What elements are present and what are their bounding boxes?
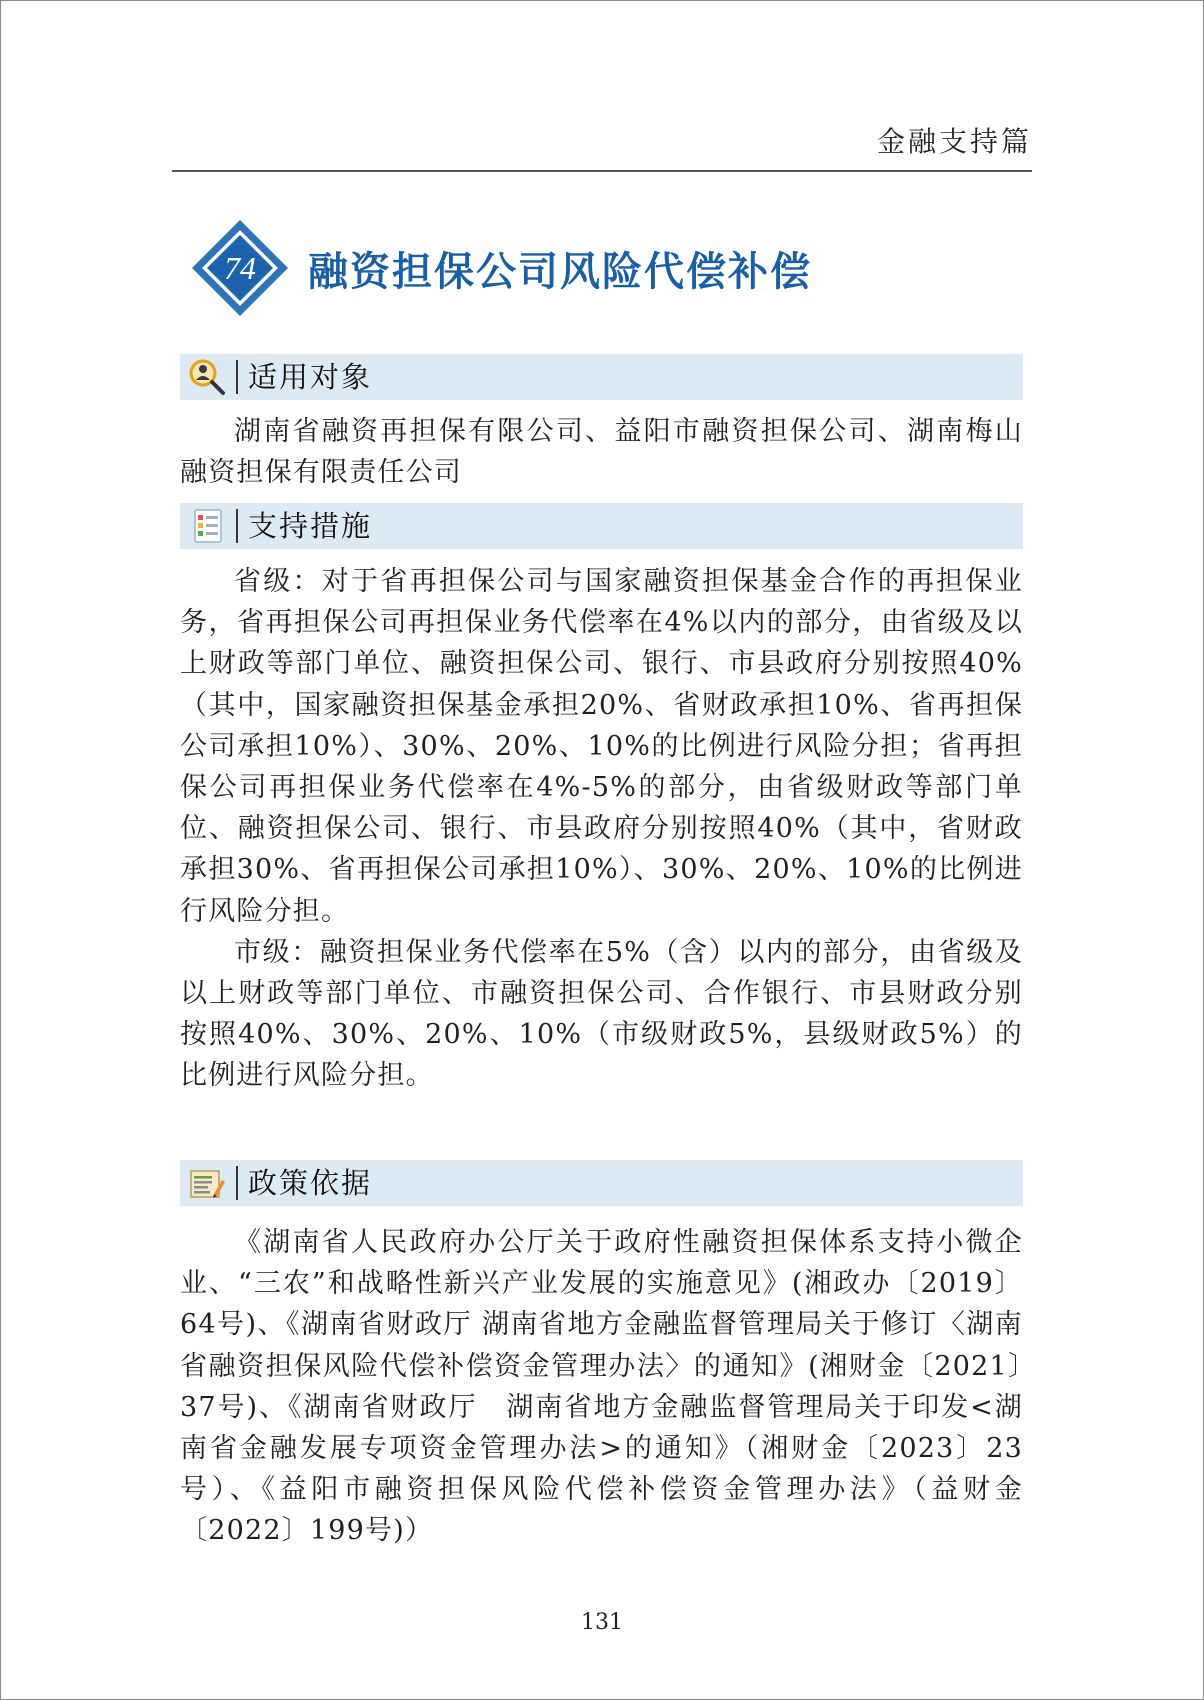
page-number: 131 [581, 1610, 623, 1635]
section-body-measures [180, 561, 1023, 1097]
section-title: 支持措施 [248, 509, 373, 543]
item-number-badge [190, 218, 290, 318]
section-title: 政策依据 [248, 1166, 373, 1200]
paragraph: 市级：融资担保业务代偿率在5%（含）以内的部分，由省级及以上财政等部门单位、市融资担保公司、合作银行、市县财政分别按照40%、30%、20%、10%（市级财政5%，县级财政5%）的比例进行风险分担。 [180, 936, 1023, 1092]
section-header-applicable [180, 354, 1023, 400]
item-title: 融资担保公司风险代偿补偿 [308, 249, 812, 295]
paragraph: 《湖南省人民政府办公厅关于政府性融资担保体系支持小微企业、“三农”和战略性新兴产业发展的实施意见》(湘政办〔2019〕64号)、《湖南省财政厅 湖南省地方金融监督管理局关于修订〈湖南省融资担保风险代偿补偿资金管理办法〉的通知》(湘财金〔2021〕37号)、《湖南省财政厅 湖南省地方金融监督管理局关于印发<湖南省金融发展专项资金管理办法>的通知》（湘财金〔2023〕23号）、《益阳市融资担保风险代偿补偿资金管理办法》（益财金〔2022〕199号)） [180, 1227, 1023, 1547]
section-separator [236, 509, 238, 543]
paragraph: 省级：对于省再担保公司与国家融资担保基金合作的再担保业务，省再担保公司再担保业务代偿率在4%以内的部分，由省级及以上财政等部门单位、融资担保公司、银行、市县政府分别按照40%（其中，国家融资担保基金承担20%、省财政承担10%、省再担保公司承担10%）、30%、20%、10%的比例进行风险分担；省再担保公司再担保业务代偿率在4%-5%的部分，由省级财政等部门单位、融资担保公司、银行、市县政府分别按照40%（其中，省财政承担30%、省再担保公司承担10%）、30%、20%、10%的比例进行风险分担。 [180, 566, 1023, 927]
section-body-policy-basis [180, 1222, 1023, 1552]
section-header-policy-basis [180, 1160, 1023, 1206]
document-pencil-icon [188, 1164, 226, 1202]
checklist-icon [188, 507, 226, 545]
header-rule [172, 170, 1032, 172]
item-number: 74 [224, 250, 256, 286]
running-head: 金融支持篇 [876, 125, 1032, 158]
section-title: 适用对象 [248, 360, 373, 394]
magnifier-person-icon [188, 358, 226, 396]
diamond-badge-icon [190, 218, 290, 318]
section-header-measures [180, 503, 1023, 549]
section-body-applicable [180, 411, 1023, 493]
section-separator [236, 1166, 238, 1200]
section-separator [236, 360, 238, 394]
paragraph: 湖南省融资再担保有限公司、益阳市融资担保公司、湖南梅山融资担保有限责任公司 [180, 416, 1023, 489]
